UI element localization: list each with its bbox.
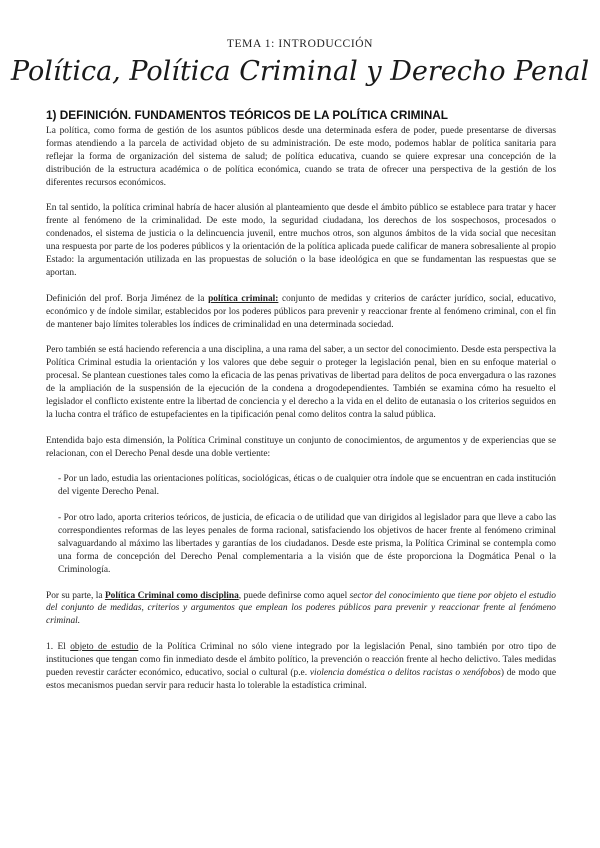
page-title: Política, Política Criminal y Derecho Penal	[10, 56, 590, 87]
paragraph-3	[46, 293, 556, 332]
paragraph-8-mid: , puede definirse como aquel	[238, 590, 350, 601]
paragraph-9-text-a: de la Política Criminal no sólo viene integrado por la legislación Penal, sino también por otro tipo de instituciones que tengan como fin inmediato desde el ámbito político, la prevención o reacción frente al hecho delictivo. Tales medidas pueden revestir carácter económico, educativo, social o cultural (p.e.	[46, 642, 556, 678]
paragraph-1: La política, como forma de gestión de los asuntos públicos desde una determinada esfera de poder, puede presentarse de diversas formas atendiendo a la parcela de actividad objeto de su administración. De este modo, podemos hablar de política sanitaria para reflejar la forma de organización del sistema de salud; de política educativa, cuando se quiere expresar una concepción de la distribución de la estructura académica o de política económica, cuando se trata de ofrecer una perspectiva de la gestión de los diferentes recursos económicos.	[46, 126, 556, 188]
term-politica-criminal: política criminal:	[208, 293, 279, 304]
paragraph-8	[46, 590, 556, 629]
list-item-2: - Por otro lado, aporta criterios teóricos, de justicia, de eficacia o de utilidad que van dirigidos al legislador para que lleve a cabo las correspondientes reformas de las leyes penales de forma racional, satisfaciendo los objetivos de hacer frente al fenómeno criminal salvaguardando al máximo las libertades y garantías de los ciudadanos. Desde este prisma, la Política Criminal se contempla como una forma de concepción del Derecho Penal complementaria a la visión que de éste proporciona la Dogmática Penal o la Criminología.	[58, 513, 556, 575]
term-disciplina: Política Criminal como disciplina	[104, 590, 239, 601]
paragraph-9-example: violencia doméstica o delitos racistas o xenófobos	[309, 667, 501, 678]
paragraph-9-text-b: ) de modo que estos mecanismos puedan servir para reducir hasta lo tolerable la estadística criminal.	[46, 667, 556, 691]
paragraph-4: Pero también se está haciendo referencia a una disciplina, a una rama del saber, a un sector del conocimiento. Desde esta perspectiva la Política Criminal estudia la orientación y los valores que debe seguir o proteger la legislación penal, bien en su enfoque material o procesal. Se plantean cuestiones tales como la eficacia de las penas privativas de libertad para delitos de poca envergadura o las razones de la ampliación de la suspensión de la ejecución de la condena a drogodependientes. También se examina cómo ha resuelto el legislador el conflicto existente entre la libertad de conciencia y el derecho a la vida en el delito de eutanasia o los criterios seguidos en la lucha contra el tráfico de estupefacientes en la tipificación penal como delitos contra la salud pública.	[46, 345, 556, 420]
page-header: TEMA 1: INTRODUCCIÓN	[226, 38, 374, 50]
section-heading: 1) DEFINICIÓN. FUNDAMENTOS TEÓRICOS DE LA POLÍTICA CRIMINAL	[46, 108, 448, 122]
paragraph-2: En tal sentido, la política criminal habría de hacer alusión al planteamiento que desde el ámbito público se establece para tratar y hacer frente al fenómeno de la criminalidad. De este modo, la seguridad ciudadana, los derechos de los sospechosos, procesados o condenados, el sistema de justicia o la delincuencia juvenil, entre muchos otros, son algunos ámbitos de la vida social que necesitan una respuesta por parte de los poderes públicos y la orientación de la política aplicada puede calificar de manera sobresaliente al propio Estado: la argumentación utilizada en las propuestas de solución o la base ideológica en que se fundamentan las respuestas que se aportan.	[46, 203, 556, 278]
paragraph-3-intro: Definición del prof. Borja Jiménez de la	[46, 293, 209, 304]
list-item-1: - Por un lado, estudia las orientaciones políticas, sociológicas, éticas o de cualquier otra índole que se encuentran en cada institución del vigente Derecho Penal.	[58, 474, 556, 498]
paragraph-9	[46, 641, 556, 693]
paragraph-8-intro: Por su parte, la	[46, 590, 105, 601]
term-objeto-de-estudio: objeto de estudio	[70, 642, 139, 653]
document-body	[46, 108, 556, 706]
paragraph-9-number: 1. El	[46, 642, 71, 653]
paragraph-3-definition: conjunto de medidas y criterios de carácter jurídico, social, educativo, económico y de índole similar, establecidos por los poderes públicos para prevenir y reaccionar frente al fenómeno criminal, con el fin de mantener bajo límites tolerables los índices de criminalidad en una determinada sociedad.	[46, 293, 557, 330]
paragraph-8-definition: sector del conocimiento que tiene por objeto el estudio del conjunto de medidas, criterios y argumentos que emplean los poderes públicos para prevenir y reaccionar frente al fenómeno criminal.	[46, 590, 556, 627]
paragraph-5: Entendida bajo esta dimensión, la Política Criminal constituye un conjunto de conocimientos, de argumentos y de experiencias que se relacionan, con el Derecho Penal desde una doble vertiente:	[46, 435, 556, 459]
